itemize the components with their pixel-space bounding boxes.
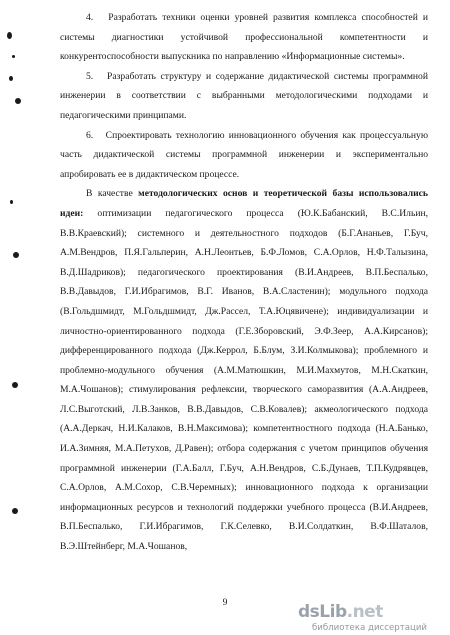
scan-mark-dot — [15, 98, 21, 104]
scan-mark-dot — [12, 55, 15, 58]
scan-mark-dot — [13, 252, 19, 258]
dslib-watermark — [298, 602, 448, 633]
page-number: 9 — [222, 597, 228, 608]
methodology-text: оптимизации педагогического процесса (Ю.К.Бабанский, В.С.Ильин, В.В.Краевский); системного и деятельностного подходов (Б.Г.Ананьев, Г.Буч, А.М.Вендров, П.Я.Гальперин, А.Н.Леонтьев, Б.Ф.Ломов, С.А.Орлов, Н.Ф.Талызина, В.Д.Шадриков); педагогического проектирования (В.И.Андреев, В.П.Беспалько, В.В.Давыдов, Г.И.Ибрагимов, В.Г. Иванов, В.А.Сластенин); модульного подхода (В.Гольдшмидт, М.Гольдшмидт, Дж.Рассел, Т.А.Юцявичене); индивидуализации и личностно-ориентированного подхода (Г.Е.Зборовский, Э.Ф.Зеер, А.А.Кирсанов); дифференцированного подхода (Дж.Керрол, Б.Блум, З.И.Колмыкова); проблемного и проблемно-модульного обучения (А.М.Матюшкин, М.И.Махмутов, М.Н.Скаткин, М.А.Чошанов); стимулирования рефлексии, творческого саморазвития (А.А.Андреев, Л.С.Выготский, Л.В.Занков, В.В.Давыдов, С.В.Ковалев); акмеологического подхода (А.А.Деркач, Н.И.Калаков, В.Н.Максимова); компетентностного подхода (Н.А.Банько, И.А.Зимняя, М.А.Петухов, Д.Равен); отбора содержания с учетом принципов обучения программной инженерии (Г.А.Балл, Г.Буч, А.Н.Вендров, С.Б.Дунаев, Т.П.Кудрявцев, С.А.Орлов, А.М.Сохор, С.В.Черемных); инновационного подхода к организации информационных ресурсов и технологий поддержки учебного процесса (В.И.Андреев, В.П.Беспалько, Г.И.Ибрагимов, Г.К.Селевко, В.И.Солдаткин, В.Ф.Шаталов, В.Э.Штейнберг, М.А.Чошанов, — [60, 207, 428, 553]
dslib-subtitle: библиотека диссертаций — [312, 623, 428, 633]
task-item-6: 6. Спроектировать технологию инновационного обучения как процессуальную часть дидактической системы программной инженерии и экспериментально апробировать ее в дидактическом процессе. — [60, 129, 428, 180]
methodology-intro: В качестве — [86, 188, 139, 200]
task-item-5: 5. Разработать структуру и содержание дидактической системы программной инженерии в соответствии с выбранными методологическими подходами и педагогическими принципами. — [60, 70, 428, 121]
scan-mark-dot — [12, 508, 18, 514]
scan-mark-dot — [10, 200, 13, 204]
methodology-paragraph — [60, 184, 428, 556]
scan-mark-dot — [7, 32, 12, 39]
body-text — [60, 8, 428, 557]
scan-mark-dot — [9, 76, 13, 81]
scan-mark-dot — [12, 382, 18, 388]
task-item-4: 4. Разработать техники оценки уровней развития комплекса способностей и системы диагностики устойчивой профессиональной компетентности и конкурентоспособности выпускника по направлению «Информационные системы». — [60, 12, 428, 63]
methodology-bold-heading: методологических основ и теоретической базы использовались идеи: — [60, 188, 428, 219]
dslib-logo: dsLib.net — [298, 602, 383, 622]
